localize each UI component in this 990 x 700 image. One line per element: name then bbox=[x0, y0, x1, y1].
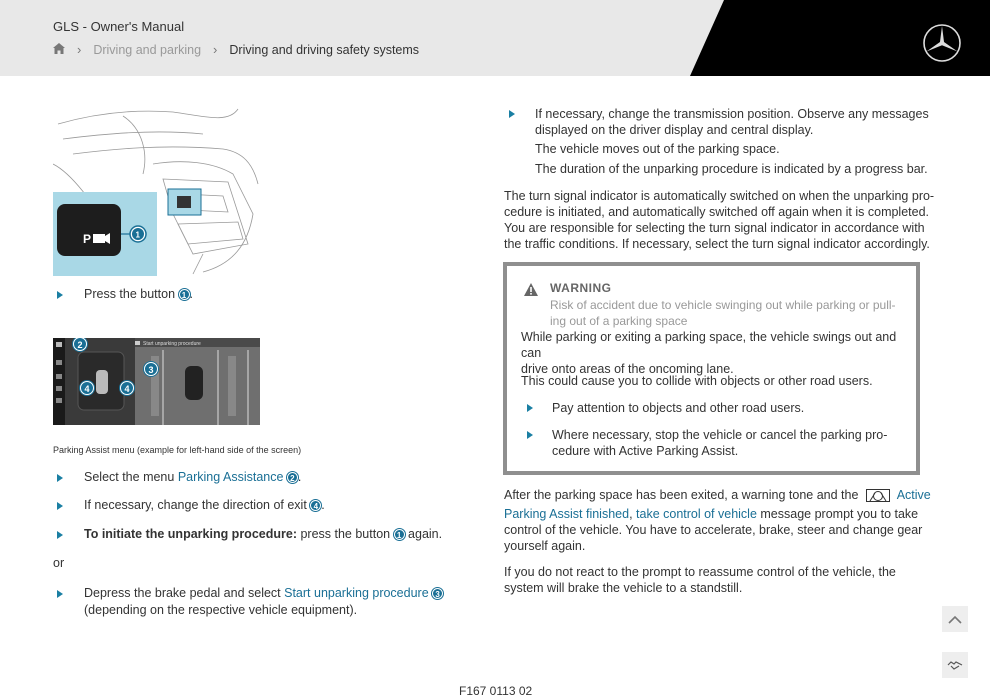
step-change-direction: If necessary, change the direction of exit 4 . bbox=[84, 498, 325, 512]
steering-wheel-icon bbox=[866, 489, 890, 506]
callout-4-right: 4 bbox=[120, 379, 134, 397]
warning-box bbox=[503, 262, 920, 475]
warning-title: WARNING bbox=[550, 281, 612, 295]
step-arrow-icon bbox=[57, 590, 63, 598]
or-separator: or bbox=[53, 556, 65, 570]
breadcrumb-item-driving-and-parking[interactable]: Driving and parking bbox=[93, 42, 202, 57]
scroll-to-top-button[interactable] bbox=[942, 606, 968, 632]
callout-3: 3 bbox=[144, 360, 158, 378]
warning-bullet-attention: Pay attention to objects and other road users. bbox=[552, 401, 805, 415]
step-initiate-unparking: To initiate the unparking procedure: press the button 1 again. bbox=[84, 527, 443, 541]
warning-triangle-icon bbox=[524, 283, 538, 296]
step-select-menu: Select the menu Parking Assistance 2 . bbox=[84, 470, 302, 484]
svg-text:P: P bbox=[83, 232, 92, 246]
step-arrow-icon bbox=[57, 502, 63, 510]
callout-number: 2 bbox=[287, 472, 298, 483]
callout-number: 3 bbox=[432, 588, 443, 599]
step-depress-brake: Depress the brake pedal and select Start unparking procedure 3 (depending on the respective vehicle equipment). bbox=[84, 585, 444, 619]
step-arrow-icon bbox=[527, 431, 533, 439]
result-progress-bar: The duration of the unparking procedure is indicated by a progress bar. bbox=[535, 162, 928, 176]
callout-2: 2 bbox=[73, 338, 87, 353]
breadcrumb bbox=[53, 42, 419, 57]
breadcrumb-item-current: Driving and driving safety systems bbox=[229, 42, 420, 57]
step-arrow-icon bbox=[527, 404, 533, 412]
app-title: GLS - Owner's Manual bbox=[53, 19, 185, 34]
parking-assist-screen-illustration bbox=[53, 338, 260, 425]
step-transmission: If necessary, change the transmission position. Observe any messages displayed on the driver display and central display. bbox=[535, 107, 929, 137]
chevron-right-icon: › bbox=[213, 42, 218, 57]
figure-caption: Parking Assist menu (example for left-hand side of the screen) bbox=[53, 445, 302, 455]
center-console-illustration bbox=[53, 104, 263, 276]
active-link[interactable]: Active bbox=[896, 488, 931, 502]
after-exit-paragraph: After the parking space has been exited, a warning tone and the Active Parking Assist finished, take control of vehicle message prompt you to take control of the vehicle. You have to accelerate, brake, steer and change gear yourself again. bbox=[504, 488, 931, 553]
no-react-paragraph: If you do not react to the prompt to reassume control of the vehicle, the system will brake the vehicle to a standstill. bbox=[504, 565, 896, 595]
chevron-right-icon: › bbox=[77, 42, 82, 57]
image-code: F167 0113 02 bbox=[459, 684, 533, 698]
start-unparking-link[interactable]: Start unparking procedure bbox=[284, 586, 429, 600]
warning-bullet-stop: Where necessary, stop the vehicle or cancel the parking pro- cedure with Active Parking Assist. bbox=[552, 428, 888, 458]
step-arrow-icon bbox=[57, 474, 63, 482]
warning-subtitle: Risk of accident due to vehicle swinging out while parking or pull- ing out of a parking space bbox=[550, 298, 896, 328]
callout-4-left: 4 bbox=[80, 379, 94, 397]
turn-signal-paragraph: The turn signal indicator is automatically switched on when the unparking pro- cedure is initiated, and automatically switched off again when it is completed. You are responsible for selecting the turn signal indicator in accordance with the traffic conditions. If necessary, select the turn signal indicator accordingly. bbox=[504, 189, 935, 251]
warning-body-swing: While parking or exiting a parking space, the vehicle swings out and can drive onto areas of the oncoming lane. bbox=[521, 330, 897, 376]
svg-text:1: 1 bbox=[135, 230, 140, 240]
parking-assist-finished-link[interactable]: Parking Assist finished bbox=[504, 507, 630, 521]
callout-number: 4 bbox=[310, 500, 321, 511]
chevron-up-icon bbox=[948, 615, 962, 624]
mercedes-star-logo bbox=[922, 23, 962, 63]
feedback-button[interactable] bbox=[942, 652, 968, 678]
callout-number: 1 bbox=[394, 529, 405, 540]
step-arrow-icon bbox=[509, 110, 515, 118]
page-header bbox=[0, 0, 990, 76]
handshake-icon bbox=[947, 660, 963, 670]
warning-body-collide: This could cause you to collide with objects or other road users. bbox=[521, 374, 873, 388]
step-arrow-icon bbox=[57, 291, 63, 299]
step-press-button: Press the button 1 . bbox=[84, 287, 193, 301]
start-unparking-bar-text: Start unparking procedure bbox=[143, 341, 201, 347]
result-moves-out: The vehicle moves out of the parking space. bbox=[535, 142, 780, 156]
home-icon[interactable] bbox=[53, 43, 65, 57]
parking-assistance-link[interactable]: Parking Assistance bbox=[177, 470, 284, 484]
take-control-link[interactable]: take control of vehicle bbox=[636, 507, 757, 521]
callout-number: 1 bbox=[179, 289, 190, 300]
step-arrow-icon bbox=[57, 531, 63, 539]
